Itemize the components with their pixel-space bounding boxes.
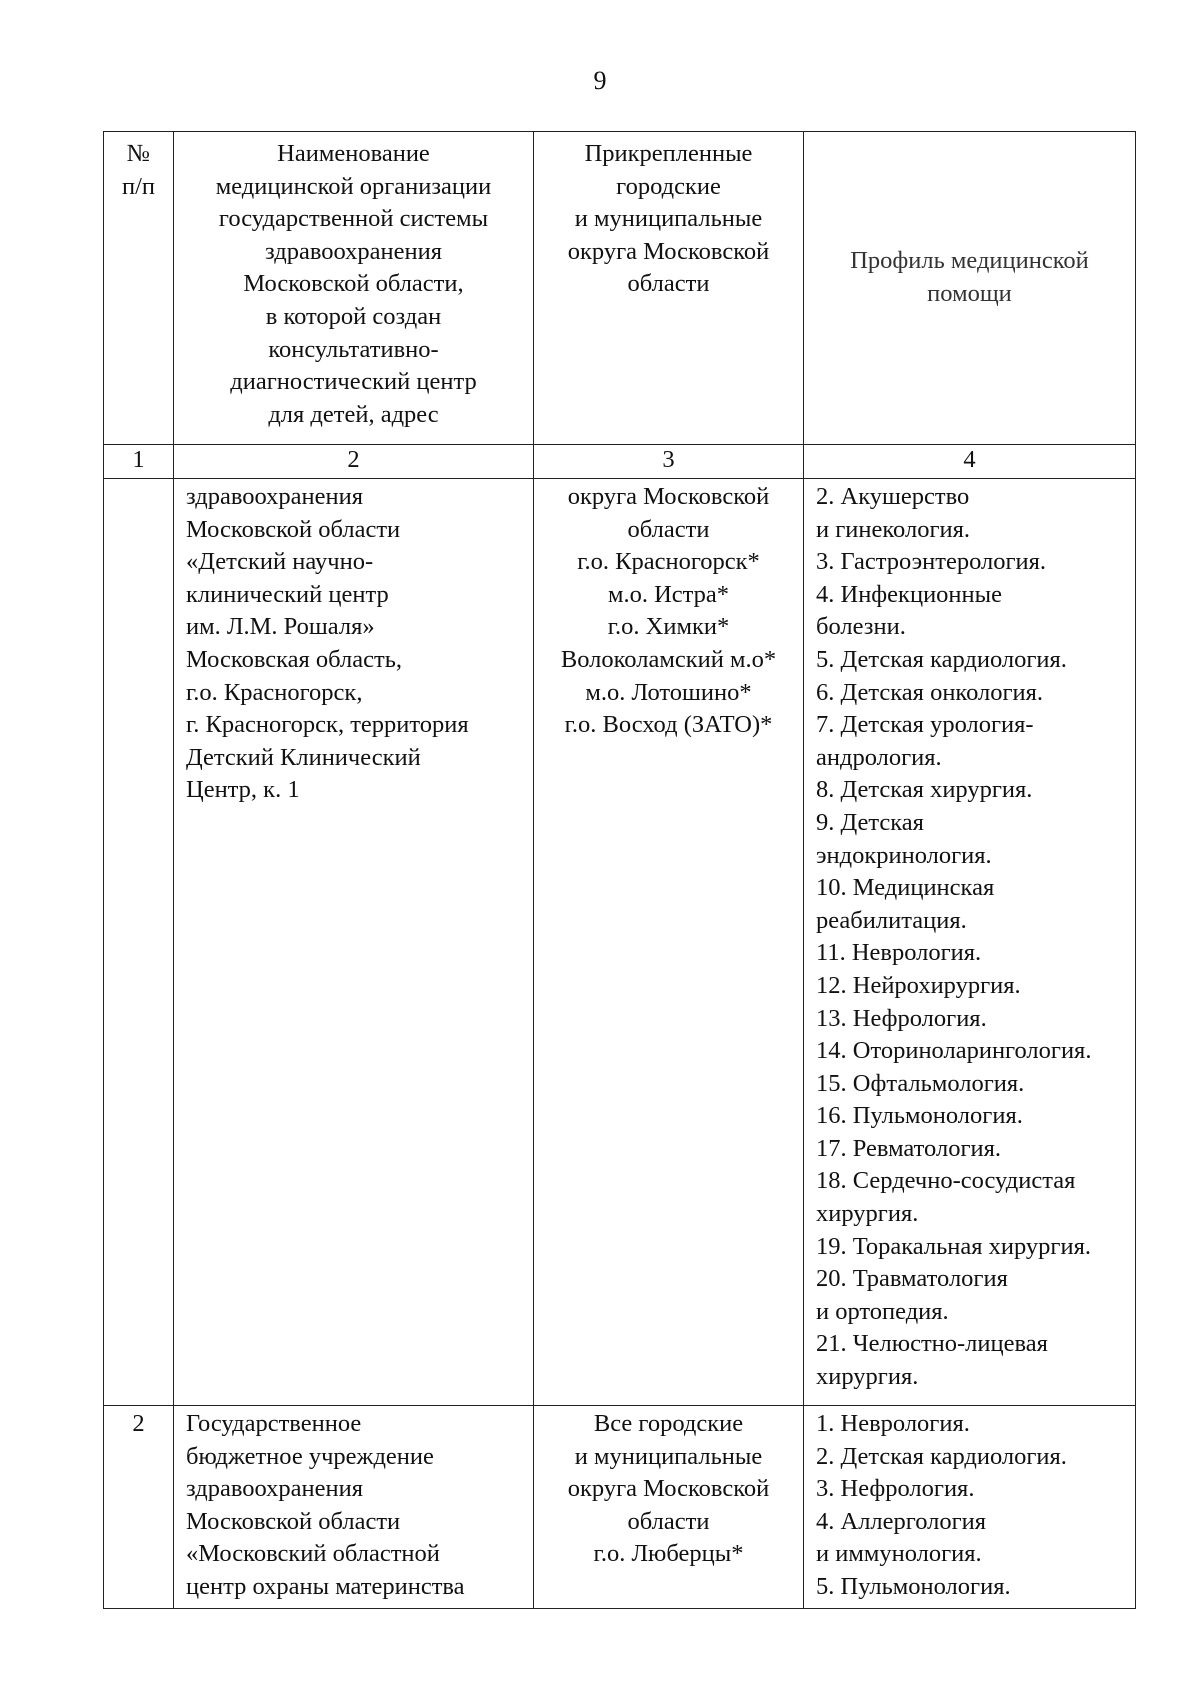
text-line: Детский Клинический (186, 743, 421, 771)
text-line: хирургия. (816, 1200, 919, 1228)
text-line: им. Л.М. Рошаля» (186, 613, 375, 641)
text-line: 20. Травматология (816, 1265, 1008, 1293)
text-line: 7. Детская урология- (816, 711, 1034, 739)
text-line: Московской области (186, 1507, 401, 1535)
text-line: № (126, 140, 151, 167)
text-line: 15. Офтальмология. (816, 1069, 1025, 1097)
organization-cell (174, 479, 534, 1406)
header-districts (534, 132, 804, 445)
text-line: 5. Детская кардиология. (816, 645, 1067, 673)
text-line: клинический центр (186, 580, 389, 608)
text-line: медицинской организации (215, 172, 492, 200)
text-line: области (627, 1507, 710, 1535)
text-line: 4. Инфекционные (816, 580, 1002, 608)
text-line: здравоохранения (186, 1475, 363, 1503)
text-line: г.о. Химки* (607, 613, 730, 641)
text-line: «Московский областной (186, 1540, 440, 1568)
text-line: болезни. (816, 613, 906, 641)
table-row (104, 479, 1136, 1406)
text-line: 3. Гастроэнтерология. (816, 548, 1047, 576)
text-line: г.о. Красногорск* (577, 548, 760, 576)
districts-cell (534, 1406, 804, 1609)
text-line: Центр, к. 1 (186, 776, 300, 804)
text-line: консультативно- (268, 335, 439, 363)
text-line: бюджетное учреждение (186, 1442, 434, 1470)
text-line: Московская область, (186, 645, 403, 673)
text-line: области (627, 515, 710, 543)
text-line: для детей, адрес (268, 400, 439, 428)
text-line: здравоохранения (265, 237, 442, 265)
text-line: реабилитация. (816, 906, 967, 934)
column-number: 1 (104, 445, 174, 479)
text-line: хирургия. (816, 1363, 919, 1391)
header-profile (804, 132, 1136, 445)
text-line: 1. Неврология. (816, 1410, 970, 1437)
text-line: 3. Нефрология. (816, 1475, 975, 1503)
text-line: и муниципальные (574, 205, 763, 233)
organization-cell (174, 1406, 534, 1609)
text-line: 19. Торакальная хирургия. (816, 1232, 1091, 1260)
text-line: 11. Неврология. (816, 939, 982, 967)
text-line: округа Московской (567, 1475, 770, 1503)
text-line: 14. Оториноларингология. (816, 1037, 1092, 1065)
text-line: п/п (121, 172, 156, 200)
text-line: м.о. Истра* (607, 580, 730, 608)
table-header-row (104, 132, 1136, 445)
text-line: центр охраны материнства (186, 1572, 465, 1600)
text-line: в которой создан (265, 302, 442, 330)
row-number: 2 (104, 1406, 174, 1609)
text-line: округа Московской (567, 483, 770, 510)
row-number (104, 479, 174, 1406)
column-number: 4 (804, 445, 1136, 479)
text-line: 4. Аллергология (816, 1507, 987, 1535)
text-line: и гинекология. (816, 515, 970, 543)
header-organization (174, 132, 534, 445)
text-line: Государственное (186, 1410, 362, 1437)
text-line: 13. Нефрология. (816, 1004, 987, 1032)
text-line: г. Красногорск, территория (186, 711, 469, 739)
text-line: 12. Нейрохирургия. (816, 971, 1021, 999)
text-line: 6. Детская онкология. (816, 678, 1044, 706)
text-line: Все городские (593, 1410, 744, 1437)
text-line: андрология. (816, 743, 942, 771)
text-line: «Детский научно- (186, 548, 374, 576)
text-line: 16. Пульмонология. (816, 1102, 1023, 1130)
text-line: городские (616, 172, 721, 200)
column-number: 2 (174, 445, 534, 479)
text-line: эндокринология. (816, 841, 992, 869)
column-number-row (104, 445, 1136, 479)
column-number: 3 (534, 445, 804, 479)
text-line: г.о. Люберцы* (593, 1540, 744, 1568)
text-line: государственной системы (218, 205, 489, 233)
text-line: Профиль медицинской (850, 247, 1089, 275)
text-line: помощи (927, 280, 1012, 307)
page-number: 9 (593, 66, 607, 95)
text-line: 2. Детская кардиология. (816, 1442, 1067, 1470)
text-line: и ортопедия. (816, 1297, 949, 1325)
text-line: диагностический центр (230, 368, 477, 396)
text-line: Наименование (277, 140, 430, 167)
text-line: 5. Пульмонология. (816, 1572, 1011, 1600)
profile-cell (804, 479, 1136, 1406)
text-line: 10. Медицинская (816, 874, 995, 902)
text-line: округа Московской (567, 237, 770, 265)
text-line: здравоохранения (186, 483, 363, 510)
text-line: области (627, 270, 710, 298)
header-number (104, 132, 174, 445)
document-table (103, 131, 1136, 1609)
text-line: 9. Детская (816, 808, 924, 836)
text-line: 18. Сердечно-сосудистая (816, 1167, 1076, 1195)
text-line: 8. Детская хирургия. (816, 776, 1033, 804)
text-line: и иммунология. (816, 1540, 982, 1568)
text-line: 17. Ревматология. (816, 1134, 1001, 1162)
text-line: м.о. Лотошино* (585, 678, 752, 706)
table-row (104, 1406, 1136, 1609)
text-line: г.о. Красногорск, (186, 678, 363, 706)
text-line: и муниципальные (574, 1442, 763, 1470)
text-line: г.о. Восход (ЗАТО)* (564, 711, 773, 739)
text-line: 2. Акушерство (816, 483, 970, 510)
text-line: Московской области, (243, 270, 464, 298)
text-line: Прикрепленные (584, 140, 753, 167)
districts-cell (534, 479, 804, 1406)
text-line: Волоколамский м.о* (560, 645, 777, 673)
profile-cell (804, 1406, 1136, 1609)
text-line: 21. Челюстно-лицевая (816, 1330, 1048, 1358)
text-line: Московской области (186, 515, 401, 543)
